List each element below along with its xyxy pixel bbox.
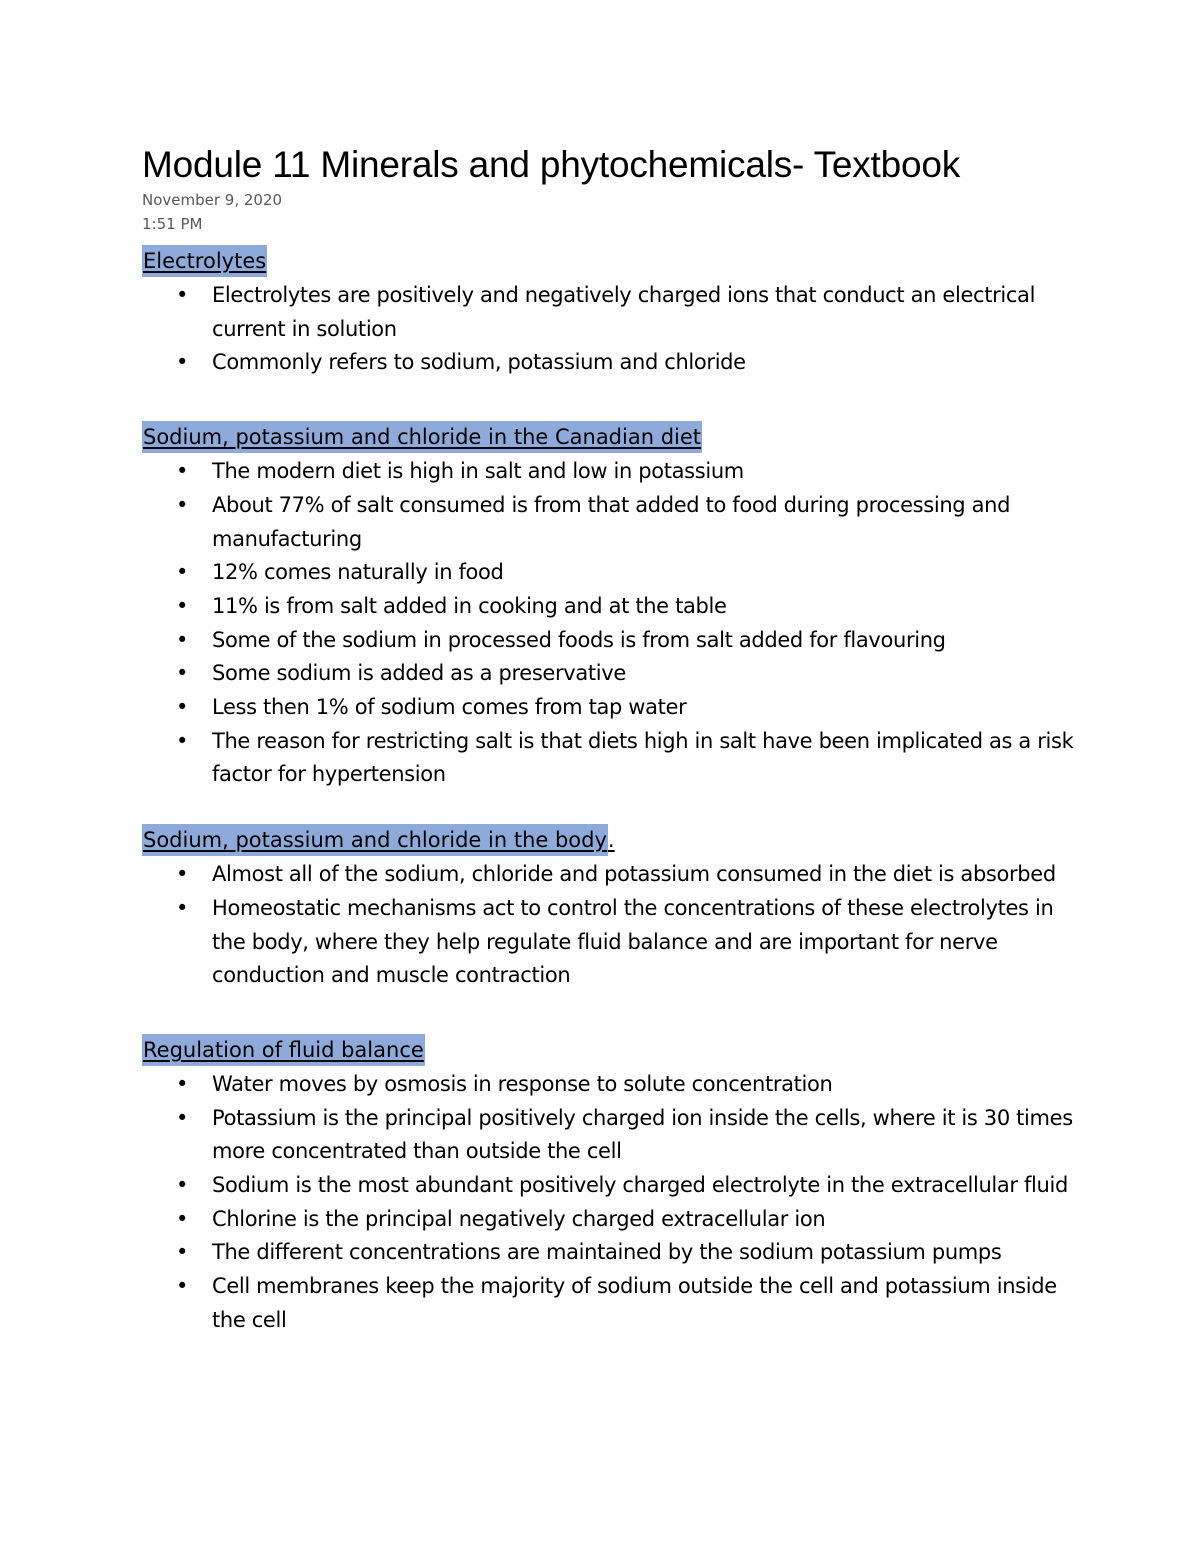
- list-item-text: Some of the sodium in processed foods is from salt added for flavouring: [212, 627, 946, 652]
- list-item: [142, 1203, 1082, 1237]
- list-item: [142, 556, 1082, 590]
- list-item-text: Some sodium is added as a preservative: [212, 661, 626, 686]
- list-item: [142, 279, 1082, 346]
- note-time: 1:51 PM: [142, 215, 203, 233]
- list-item: [142, 489, 1082, 556]
- section-heading: Regulation of fluid balance: [142, 1034, 425, 1066]
- bullet-icon: •: [176, 1274, 189, 1299]
- list-item: [142, 624, 1082, 658]
- bullet-icon: •: [176, 895, 189, 920]
- section-heading: Sodium, potassium and chloride in the Canadian diet: [142, 421, 702, 453]
- list-item-text: Water moves by osmosis in response to solute concentration: [212, 1071, 833, 1096]
- section: [142, 1025, 1082, 1338]
- list-item-text: 12% comes naturally in food: [212, 560, 504, 585]
- section: [142, 236, 1082, 380]
- bullet-icon: •: [176, 593, 189, 618]
- list-item-text: Almost all of the sodium, chloride and potassium consumed in the diet is absorbed: [212, 862, 1056, 887]
- list-item-text: Less then 1% of sodium comes from tap water: [212, 695, 687, 720]
- bullet-list: [142, 279, 1082, 380]
- list-item: [142, 1270, 1082, 1337]
- list-item: [142, 858, 1082, 892]
- list-item: [142, 1068, 1082, 1102]
- list-item: [142, 455, 1082, 489]
- bullet-list: [142, 455, 1082, 792]
- list-item-text: The different concentrations are maintained by the sodium potassium pumps: [212, 1240, 1002, 1265]
- bullet-icon: •: [176, 350, 189, 375]
- bullet-list: [142, 1068, 1082, 1338]
- section: [142, 824, 1082, 993]
- list-item-text: Electrolytes are positively and negatively charged ions that conduct an electrical current in solution: [212, 283, 1036, 341]
- list-item: [142, 1169, 1082, 1203]
- bullet-icon: •: [176, 1173, 189, 1198]
- bullet-icon: •: [176, 728, 189, 753]
- bullet-icon: •: [176, 1206, 189, 1231]
- bullet-icon: •: [176, 283, 189, 307]
- bullet-icon: •: [176, 492, 189, 517]
- list-item-text: 11% is from salt added in cooking and at the table: [212, 593, 727, 618]
- section-heading: Sodium, potassium and chloride in the body: [142, 824, 608, 856]
- section-heading-row: [142, 824, 1082, 856]
- page-title: Module 11 Minerals and phytochemicals- Textbook: [142, 144, 961, 185]
- section-heading: Electrolytes: [142, 245, 267, 277]
- list-item: [142, 590, 1082, 624]
- section-heading-row: [142, 412, 1082, 453]
- section-heading-row: [142, 236, 1082, 277]
- list-item-text: Commonly refers to sodium, potassium and chloride: [212, 350, 746, 375]
- list-item-text: The modern diet is high in salt and low in potassium: [212, 459, 744, 484]
- list-item: [142, 1102, 1082, 1169]
- list-item-text: About 77% of salt consumed is from that added to food during processing and manufacturing: [212, 492, 1011, 551]
- note-page: [142, 143, 1082, 1338]
- bullet-icon: •: [176, 459, 189, 484]
- bullet-icon: •: [176, 661, 189, 686]
- bullet-list: [142, 858, 1082, 993]
- bullet-icon: •: [176, 1105, 189, 1130]
- list-item-text: Cell membranes keep the majority of sodium outside the cell and potassium inside the cell: [212, 1274, 1057, 1332]
- list-item: [142, 892, 1082, 993]
- bullet-icon: •: [176, 627, 189, 652]
- bullet-icon: •: [176, 560, 189, 585]
- list-item: [142, 346, 1082, 380]
- list-item: [142, 725, 1082, 792]
- section-heading-suffix: .: [607, 828, 615, 853]
- list-item: [142, 657, 1082, 691]
- bullet-icon: •: [176, 1071, 189, 1096]
- list-item-text: Sodium is the most abundant positively charged electrolyte in the extracellular fluid: [212, 1173, 1068, 1198]
- note-date: November 9, 2020: [142, 191, 283, 209]
- list-item-text: Homeostatic mechanisms act to control the concentrations of these electrolytes in the body, where they help regulate fluid balance and are important for nerve conduction and muscle contraction: [212, 895, 1054, 988]
- section: [142, 412, 1082, 792]
- list-item-text: Potassium is the principal positively charged ion inside the cells, where it is 30 times more concentrated than outside the cell: [212, 1105, 1073, 1164]
- bullet-icon: •: [176, 1240, 189, 1265]
- section-heading-row: [142, 1025, 1082, 1066]
- list-item: [142, 691, 1082, 725]
- bullet-icon: •: [176, 862, 189, 887]
- list-item: [142, 1236, 1082, 1270]
- list-item-text: Chlorine is the principal negatively charged extracellular ion: [212, 1206, 826, 1231]
- bullet-icon: •: [176, 695, 189, 720]
- list-item-text: The reason for restricting salt is that diets high in salt have been implicated as a risk factor for hypertension: [212, 728, 1074, 787]
- note-body: [142, 236, 1082, 1338]
